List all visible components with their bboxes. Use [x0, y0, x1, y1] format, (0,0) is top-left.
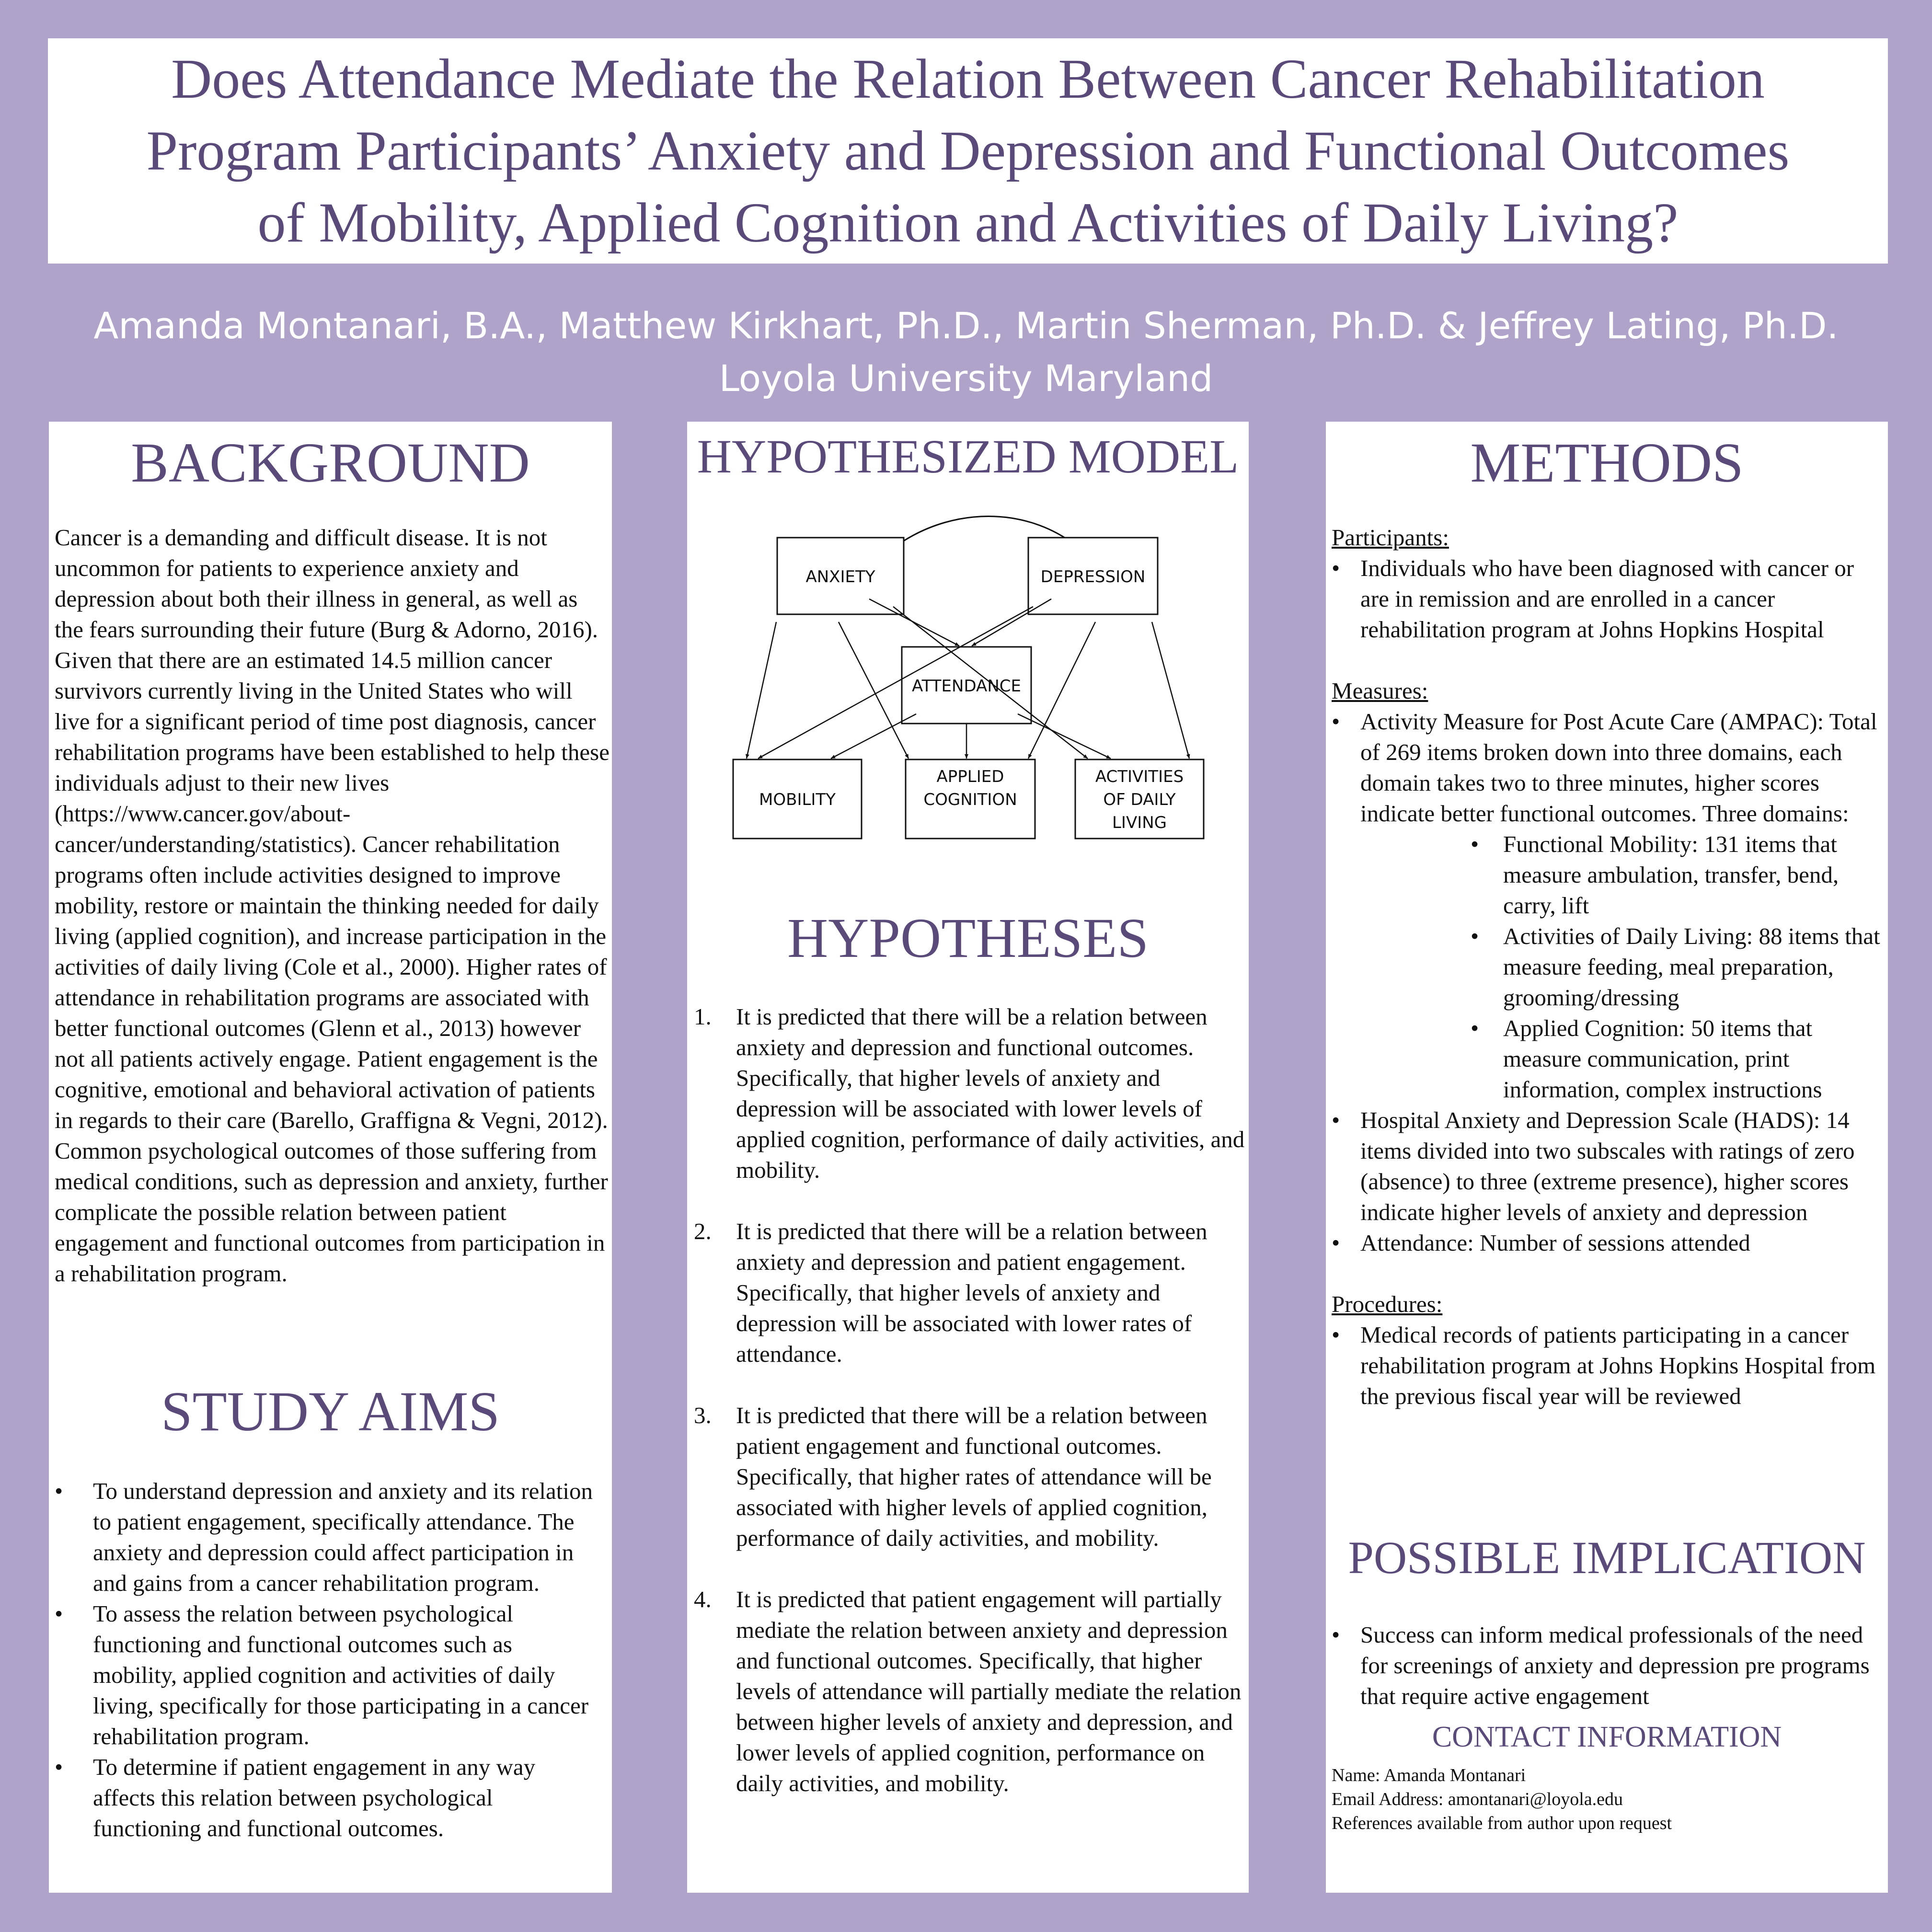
study-aim-item: • To understand depression and anxiety and its relation to patient engagement, specifically attendance. The anxiety and depression could affect participation in and gains from a cancer rehabilitation program. [55, 1476, 601, 1598]
implication-item: • Success can inform medical professionals of the need for screenings of anxiety and depression pre programs that require active engagement [1332, 1620, 1883, 1712]
ampac-text: Activity Measure for Post Acute Care (AMPAC): Total of 269 items broken down into three domains, each domain takes two to three minutes, higher scores indicate better functional outcomes. Three domains: [1360, 708, 1877, 827]
participants-label: Participants: [1332, 524, 1449, 551]
domain-item: • Functional Mobility: 131 items that measure ambulation, transfer, bend, carry, lift [1471, 829, 1886, 921]
contact-lines [1332, 1763, 1672, 1835]
poster-title-line-3: of Mobility, Applied Cognition and Activities of Daily Living? [257, 191, 1679, 254]
hypothesis-text: It is predicted that there will be a relation between anxiety and depression and patient engagement. Specifically, that higher levels of anxiety and depression will be associated with lower rates of attendance. [736, 1218, 1208, 1367]
arrow-attendance-mobility [831, 714, 916, 759]
model-heading: HYPOTHESIZED MODEL [697, 430, 1239, 483]
hads-item: • Hospital Anxiety and Depression Scale (HADS): 14 items divided into two subscales with ratings of zero (absence) to three (extreme presence), higher scores indicate higher levels of anxiety and depression [1332, 1105, 1886, 1228]
poster-title-line-1: Does Attendance Mediate the Relation Between Cancer Rehabilitation [171, 47, 1765, 110]
domain-item: • Applied Cognition: 50 items that measure communication, print information, complex instructions [1471, 1013, 1886, 1105]
methods-text [1332, 522, 1886, 1412]
background-paragraph: Cancer is a demanding and difficult disease. It is not uncommon for patients to experience anxiety and depression about both their illness in general, as well as the fears surrounding their future (Burg & Adorno, 2016). Given that there are an estimated 14.5 million cancer survivors currently living in the United States who will live for a significant period of time post diagnosis, cancer rehabilitation programs have been established to help these individuals adjust to their new lives (https://www.cancer.gov/about-cancer/understanding/statistics). Cancer rehabilitation programs often include activities designed to improve mobility, restore or maintain the thinking needed for daily living (applied cognition), and increase participation in the activities of daily living (Cole et al., 2000). Higher rates of attendance in rehabilitation programs are associated with better functional outcomes (Glenn et al., 2013) however not all patients actively engage. Patient engagement is the cognitive, emotional and behavioral activation of patients in regards to their care (Barello, Graffigna & Vegni, 2012). Common psychological outcomes of those suffering from medical conditions, such as depression and anxiety, further complicate the possible relation between patient engagement and functional outcomes from participation in a rehabilitation program. [55, 524, 610, 1287]
arrow-depression-attendance [972, 599, 1051, 646]
hypothesis-text: It is predicted that patient engagement will partially mediate the relation between anxiety and depression and functional outcomes. Specifically, that higher levels of attendance will partially mediate the relation between higher levels of anxiety and depression, and lower levels of applied cognition, performance on daily activities, and mobility. [736, 1586, 1242, 1796]
hypotheses-list [694, 1001, 1245, 1829]
hypothesized-model-diagram [687, 503, 1249, 886]
implication-heading: POSSIBLE IMPLICATION [1348, 1532, 1866, 1583]
hypothesis-item [694, 1216, 1245, 1369]
hypotheses-heading: HYPOTHESES [787, 907, 1149, 969]
poster-title-line-2: Program Participants’ Anxiety and Depression and Functional Outcomes [146, 119, 1790, 182]
hypothesis-number: 1. [694, 1003, 712, 1030]
mobility-label: MOBILITY [759, 790, 836, 809]
depression-label: DEPRESSION [1040, 567, 1146, 586]
hypothesis-item [694, 1584, 1245, 1799]
contact-email: Email Address: amontanari@loyola.edu [1332, 1789, 1623, 1809]
adl-label-2: OF DAILY [1103, 790, 1176, 809]
title-box [48, 38, 1888, 264]
procedures-label: Procedures: [1332, 1291, 1443, 1317]
hypothesis-number: 4. [694, 1586, 712, 1612]
hypothesis-text: It is predicted that there will be a relation between patient engagement and functional outcomes. Specifically, that higher rates of attendance will be associated with higher levels of applied cognition, performance of daily activities, and mobility. [736, 1402, 1212, 1551]
middle-column [687, 422, 1249, 1893]
hypothesis-item [694, 1001, 1245, 1185]
implication-text [1332, 1620, 1883, 1712]
arrow-anxiety-mobility [747, 622, 776, 759]
adl-label-1: ACTIVITIES [1095, 767, 1184, 786]
hypothesis-number: 2. [694, 1218, 712, 1244]
attendance-label: ATTENDANCE [912, 677, 1021, 696]
hypothesis-text: It is predicted that there will be a relation between anxiety and depression and functional outcomes. Specifically, that higher levels of anxiety and depression will be associated with lower levels of applied cognition, performance of daily activities, and mobility. [736, 1003, 1245, 1183]
arrow-depression-adl [1152, 622, 1189, 759]
left-column [49, 422, 612, 1893]
anxiety-label: ANXIETY [805, 567, 875, 586]
affiliation: Loyola University Maryland [719, 357, 1213, 400]
attendance-item: • Attendance: Number of sessions attended [1332, 1228, 1886, 1258]
procedures-item: • Medical records of patients participating in a cancer rehabilitation program at Johns Hopkins Hospital from the previous fiscal year will be reviewed [1332, 1320, 1886, 1412]
measures-label: Measures: [1332, 678, 1428, 704]
applied-label-1: APPLIED [936, 767, 1004, 786]
right-column [1326, 422, 1888, 1893]
arrow-anxiety-applied [839, 622, 908, 759]
applied-label-2: COGNITION [923, 790, 1017, 809]
hypothesis-item [694, 1400, 1245, 1553]
methods-heading: METHODS [1470, 431, 1744, 494]
authors: Amanda Montanari, B.A., Matthew Kirkhart, Ph.D., Martin Sherman, Ph.D. & Jeffrey Lating, Ph.D. [93, 304, 1839, 347]
study-aim-item: • To assess the relation between psychological functioning and functional outcomes such as mobility, applied cognition and activities of daily living, specifically for those participating in a cancer rehabilitation program. [55, 1598, 601, 1752]
study-aims-list [55, 1476, 601, 1844]
contact-references: References available from author upon request [1332, 1813, 1672, 1833]
study-aim-item: • To determine if patient engagement in any way affects this relation between psychological functioning and functional outcomes. [55, 1752, 601, 1844]
contact-name: Name: Amanda Montanari [1332, 1765, 1526, 1785]
study-aims-heading: STUDY AIMS [161, 1380, 500, 1443]
contact-heading: CONTACT INFORMATION [1432, 1721, 1782, 1753]
adl-label-3: LIVING [1112, 813, 1167, 832]
background-text [55, 522, 610, 1289]
participants-item: • Individuals who have been diagnosed with cancer or are in remission and are enrolled in a cancer rehabilitation program at Johns Hopkins Hospital [1332, 553, 1886, 645]
domain-item: • Activities of Daily Living: 88 items that measure feeding, meal preparation, grooming/dressing [1471, 921, 1886, 1013]
hypothesis-number: 3. [694, 1402, 712, 1428]
background-heading: BACKGROUND [131, 431, 530, 494]
ampac-item [1332, 706, 1886, 829]
